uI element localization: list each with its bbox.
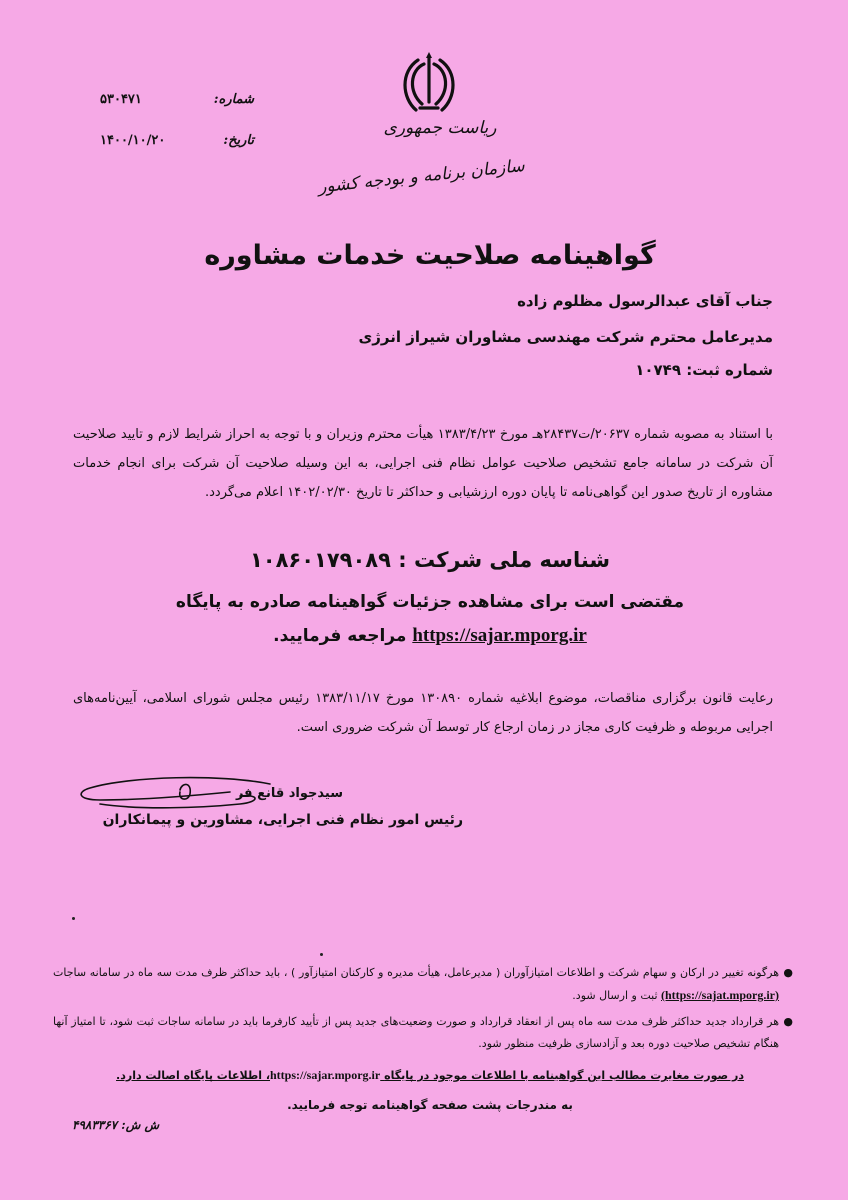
org-line-budget-organization: سازمان برنامه و بودجه کشور xyxy=(317,155,526,198)
signer-role: رئیس امور نظام فنی اجرایی، مشاورین و پیمانکاران xyxy=(102,812,463,828)
iran-emblem-icon xyxy=(398,50,460,116)
warning-text: در صورت مغایرت مطالب این گواهینامه با اطلاعات موجود در پایگاه xyxy=(384,1069,744,1082)
serial-number: ش ش: ۴۹۸۳۳۶۷ xyxy=(72,1118,160,1132)
note-text: هر قرارداد جدید حداکثر ظرف مدت سه ماه پس از انعقاد قرارداد و صورت وضعیت‌های جدید پس از تأیید کارفرما باید در سامانه ساجات ثبت شود، تا امتیاز آنها هنگام تشخیص صلاحیت دوره بعد و آزادسازی ظرفیت منظور شود. xyxy=(53,1015,779,1050)
registration-number: شماره ثبت: ۱۰۷۴۹ xyxy=(635,361,773,379)
document-date-row xyxy=(100,133,254,148)
recipient-role: مدیرعامل محترم شرکت مهندسی مشاوران شیراز انرژی xyxy=(358,328,773,346)
ink-dot xyxy=(320,953,323,956)
list-item xyxy=(53,962,793,1007)
recipient-name: جناب آقای عبدالرسول مظلوم زاده xyxy=(517,292,773,310)
document-number-value: ۵۳۰۴۷۱ xyxy=(100,92,142,107)
body-paragraph-approval: با استناد به مصوبه شماره ۲۰۶۳۷/ت۲۸۴۳۷هـ مورخ ۱۳۸۳/۴/۲۳ هیأت محترم وزیران و با توجه به احراز شرایط لازم و تایید صلاحیت آن شرکت در سامانه جامع تشخیص صلاحیت عوامل نظام فنی اجرایی، به این وسیله صلاحیت آن شرکت برای انجام خدمات مشاوره از تاریخ صدور این گواهی‌نامه تا پایان دوره ارزشیابی و حداکثر تا تاریخ ۱۴۰۲/۰۲/۳۰ اعلام می‌گردد. xyxy=(73,427,773,500)
sajar-portal-link[interactable]: https://sajar.mporg.ir xyxy=(412,625,587,646)
bullet-icon: ● xyxy=(783,966,793,979)
note-text: هرگونه تغییر در ارکان و سهام شرکت و اطلاعات امتیازآوران ( مدیرعامل، هیأت مدیره و کارکنان امتیازآور ) ، باید حداکثر ظرف مدت سه ماه در سامانه ساجات xyxy=(53,966,779,979)
org-line-presidency: ریاست جمهوری xyxy=(383,118,497,138)
page-title: گواهینامه صلاحیت خدمات مشاوره xyxy=(204,240,656,271)
document-date-value: ۱۴۰۰/۱۰/۲۰ xyxy=(100,133,166,148)
list-item xyxy=(53,1011,793,1055)
back-page-note: به مندرجات پشت صفحه گواهینامه توجه فرمایید. xyxy=(287,1098,573,1112)
signer-name: سیدجواد قانع فر xyxy=(235,786,343,801)
bullet-icon: ● xyxy=(783,1015,793,1028)
discrepancy-warning xyxy=(100,1068,760,1083)
portal-instruction: مقتضی است برای مشاهده جزئیات گواهینامه صادره به پایگاه xyxy=(175,592,685,612)
notes-list xyxy=(53,962,793,1059)
warning-portal-link[interactable]: https://sajar.mporg.ir xyxy=(270,1068,381,1082)
document-number-row xyxy=(100,92,254,107)
ink-dot xyxy=(72,917,75,920)
body-paragraph-compliance: رعایت قانون برگزاری مناقصات، موضوع ابلاغیه شماره ۱۳۰۸۹۰ مورخ ۱۳۸۳/۱۱/۱۷ رئیس مجلس شورای اسلامی، آیین‌نامه‌های اجرایی مربوطه و ظرفیت کاری مجاز در زمان ارجاع کار توسط آن شرکت ضروری است. xyxy=(73,691,773,735)
portal-instruction-suffix: مراجعه فرمایید. xyxy=(273,626,407,646)
sajat-portal-link[interactable]: (https://sajat.mporg.ir) xyxy=(661,988,779,1002)
warning-text-suffix: ، اطلاعات پایگاه اصالت دارد. xyxy=(116,1069,270,1082)
national-id: شناسه ملی شرکت : ۱۰۸۶۰۱۷۹۰۸۹ xyxy=(249,548,611,572)
document-number-label: شماره: xyxy=(213,92,254,107)
note-text: ثبت و ارسال شود. xyxy=(572,989,658,1002)
document-date-label: تاریخ: xyxy=(223,133,254,148)
portal-instruction-line xyxy=(160,625,700,647)
